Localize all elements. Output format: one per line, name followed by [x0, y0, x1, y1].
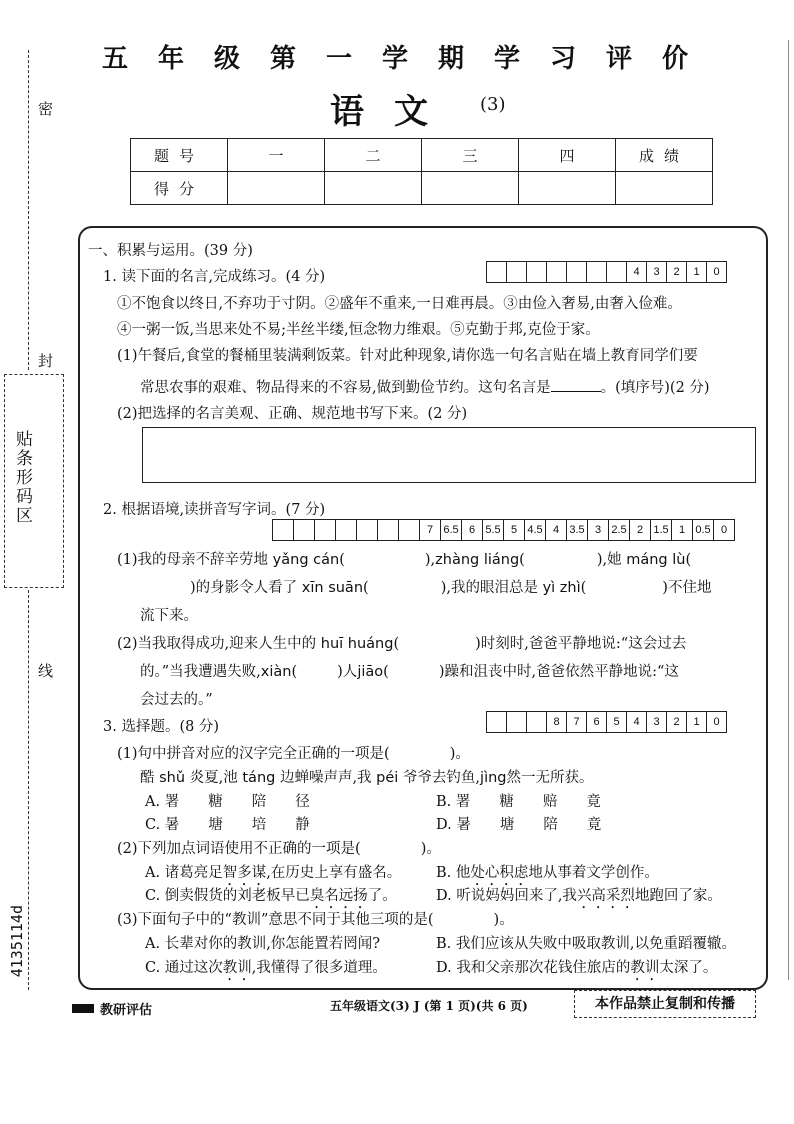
score-box[interactable]: 2 — [666, 712, 686, 732]
score-box[interactable]: 6 — [461, 520, 482, 540]
score-box[interactable]: 1 — [686, 262, 706, 282]
pinyin: shǔ — [159, 770, 186, 786]
pinyin: zhàng liáng — [435, 552, 520, 568]
q3-sub3 — [117, 908, 514, 929]
score-box[interactable]: 1.5 — [650, 520, 671, 540]
score-table-header: 成绩 — [616, 139, 713, 172]
q2-text: ( — [519, 552, 525, 568]
q2-text: ( — [393, 636, 400, 652]
score-box[interactable]: 6 — [586, 712, 606, 732]
q3-sentence — [140, 766, 594, 787]
q2-line1 — [117, 548, 691, 569]
score-box[interactable]: 1 — [671, 520, 692, 540]
q1-sub1-text: 常思农事的艰难、物品得来的不容易,做到勤俭节约。这句名言是 — [140, 380, 551, 396]
binding-line — [28, 50, 29, 370]
score-box[interactable]: 5 — [606, 712, 626, 732]
score-box[interactable]: 7 — [419, 520, 440, 540]
score-cell[interactable] — [228, 172, 325, 205]
dotted-word: 处心积虑 — [470, 865, 529, 881]
score-box[interactable]: 4 — [626, 712, 646, 732]
q1-sub1-line1: (1)午餐后,食堂的餐桶里装满剩饭菜。针对此种现象,请你选一句名言贴在墙上教育同学们要 — [117, 348, 698, 364]
dotted-word: 智多谋 — [222, 865, 267, 881]
doc-code: 4135114d — [8, 905, 26, 978]
q2-text: 的。”当我遭遇失败, — [140, 664, 261, 680]
question-3-score-bar[interactable] — [486, 711, 727, 733]
q2-text: )的身影令人看了 — [190, 580, 298, 596]
q1-answer-blank[interactable] — [551, 391, 601, 392]
question-2-score-bar[interactable] — [272, 519, 735, 541]
score-table-header: 四 — [519, 139, 616, 172]
option-text: D. 我和父亲那次花钱住旅店的 — [436, 960, 631, 976]
option-b[interactable]: B. 我们应该从失败中吸取教训,以免重蹈覆辙。 — [436, 936, 736, 952]
q1-sub1-end: 。(填序号)(2 分) — [600, 380, 710, 396]
option-text: D. 听说妈妈回来了,我 — [436, 888, 577, 904]
score-box[interactable] — [487, 262, 506, 282]
score-box[interactable]: 0.5 — [692, 520, 713, 540]
score-box[interactable] — [487, 712, 506, 732]
score-box[interactable]: 3 — [646, 712, 666, 732]
binding-mi: 密 — [38, 100, 54, 118]
q2-text: ( — [291, 664, 298, 680]
question-3-title: 3. 选择题。(8 分) — [103, 719, 220, 735]
score-table — [130, 138, 713, 205]
option-text: C. 倒卖假货的刘老板早已 — [145, 888, 310, 904]
pinyin: yǎng cán — [272, 552, 340, 568]
pinyin: yì zhì — [542, 580, 581, 596]
handwriting-box[interactable] — [142, 427, 756, 483]
q3-text: 爷爷去钓鱼, — [402, 770, 481, 786]
score-table-header: 三 — [422, 139, 519, 172]
score-box[interactable] — [566, 262, 586, 282]
pinyin: xiàn — [260, 664, 292, 680]
page-edge-line — [788, 40, 789, 980]
volume-number: (3) — [480, 94, 506, 115]
q2-text: ( — [339, 552, 345, 568]
score-table-header: 题号 — [131, 139, 228, 172]
question-1-score-bar[interactable] — [486, 261, 727, 283]
score-box[interactable] — [356, 520, 377, 540]
q2-text: ),我的眼泪总是 — [440, 580, 538, 596]
option-text: ,在历史上享有盛名。 — [266, 865, 402, 881]
footer-publisher: 教研评估 — [100, 1003, 153, 1018]
pinyin: táng — [242, 770, 276, 786]
q3-text: 边蝉噪声声,我 — [279, 770, 372, 786]
option-text: A. 诸葛亮足 — [145, 865, 223, 881]
option-c[interactable]: C. 暑 塘 培 静 — [145, 817, 310, 833]
option-text: C. 通过这次 — [145, 960, 223, 976]
score-box[interactable] — [606, 262, 626, 282]
q3-text: )。 — [449, 746, 470, 762]
score-box[interactable] — [335, 520, 356, 540]
binding-feng: 封 — [38, 352, 54, 370]
q2-text: ( — [580, 580, 587, 596]
q3-text: (2)下列加点词语使用不正确的一项是( — [117, 841, 361, 857]
score-box[interactable] — [398, 520, 419, 540]
option-d[interactable] — [436, 956, 717, 984]
q3-text: 炎夏,池 — [189, 770, 238, 786]
q2-line3: 流下来。 — [140, 608, 198, 624]
option-b[interactable]: B. 署 糖 赔 竟 — [436, 794, 601, 810]
score-cell[interactable] — [616, 172, 713, 205]
pinyin: huī huáng — [320, 636, 394, 652]
footer-page-info: 五年级语文(3) J (第 1 页)(共 6 页) — [330, 999, 528, 1013]
score-table-header: 一 — [228, 139, 325, 172]
score-table-header: 二 — [325, 139, 422, 172]
footer-logo-bar — [72, 1004, 94, 1013]
q2-text: (1)我的母亲不辞辛劳地 — [117, 552, 269, 568]
option-c[interactable] — [145, 956, 387, 984]
option-a[interactable]: A. 署 糖 陪 径 — [145, 794, 310, 810]
q2-line6: 会过去的。” — [140, 692, 213, 708]
q3-text: )。 — [420, 841, 441, 857]
score-box[interactable] — [526, 712, 546, 732]
score-box[interactable]: 2.5 — [608, 520, 629, 540]
score-box[interactable]: 0 — [713, 520, 734, 540]
barcode-label: 贴条形码区 — [12, 430, 32, 525]
option-text: 地从事着文学创作。 — [528, 865, 659, 881]
q2-text: ),她 — [596, 552, 622, 568]
score-box[interactable]: 7 — [566, 712, 586, 732]
q2-line2 — [190, 576, 711, 597]
q3-text: 然一无所获。 — [506, 770, 594, 786]
q2-text: )不住地 — [662, 580, 712, 596]
score-box[interactable]: 5.5 — [482, 520, 503, 540]
score-box[interactable]: 6.5 — [440, 520, 461, 540]
dotted-word: 臭名远扬 — [309, 888, 368, 904]
score-row-label: 得分 — [131, 172, 228, 205]
binding-line — [28, 590, 29, 990]
quote-line-2: ④一粥一饭,当思来处不易;半丝半缕,恒念物力维艰。⑤克勤于邦,克俭于家。 — [117, 322, 600, 338]
q3-text: 酷 — [140, 770, 155, 786]
score-cell[interactable] — [519, 172, 616, 205]
score-box[interactable]: 5 — [503, 520, 524, 540]
q2-text: ), — [424, 552, 436, 568]
option-a[interactable]: A. 长辈对你的教训,你怎能置若罔闻? — [145, 936, 381, 952]
score-box[interactable]: 2 — [666, 262, 686, 282]
q3-sub2 — [117, 837, 441, 858]
score-box[interactable]: 0 — [706, 712, 726, 732]
q1-sub2: (2)把选择的名言美观、正确、规范地书写下来。(2 分) — [117, 406, 468, 422]
question-1-title: 1. 读下面的名言,完成练习。(4 分) — [103, 269, 326, 285]
q3-text: )。 — [493, 912, 514, 928]
score-box[interactable] — [586, 262, 606, 282]
score-box[interactable] — [506, 712, 526, 732]
score-box[interactable] — [526, 262, 546, 282]
q2-text: ( — [685, 552, 692, 568]
q3-text: (1)句中拼音对应的汉字完全正确的一项是( — [117, 746, 390, 762]
score-box[interactable]: 4 — [545, 520, 566, 540]
score-cell[interactable] — [325, 172, 422, 205]
q2-text: )躁和沮丧中时,爸爸依然平静地说:“这 — [438, 664, 679, 680]
score-box[interactable]: 4.5 — [524, 520, 545, 540]
dotted-word: 兴高采烈 — [576, 888, 635, 904]
dotted-word: 教训 — [630, 960, 660, 976]
score-box[interactable] — [377, 520, 398, 540]
score-box[interactable]: 3 — [587, 520, 608, 540]
option-text: 太深了。 — [659, 960, 718, 976]
score-box[interactable]: 0 — [706, 262, 726, 282]
score-box[interactable]: 3.5 — [566, 520, 587, 540]
q2-text: )时刻时,爸爸平静地说:“这会过去 — [475, 636, 687, 652]
score-box[interactable] — [293, 520, 314, 540]
score-cell[interactable] — [422, 172, 519, 205]
q2-text: (2)当我取得成功,迎来人生中的 — [117, 636, 317, 652]
subject-title: 语文 — [330, 92, 458, 132]
section-heading: 一、积累与运用。(39 分) — [88, 243, 253, 259]
option-d[interactable]: D. 暑 塘 陪 竟 — [436, 817, 602, 833]
q2-text: ( — [363, 580, 369, 596]
score-box[interactable] — [314, 520, 335, 540]
question-2-title: 2. 根据语境,读拼音写字词。(7 分) — [103, 502, 326, 518]
quote-line-1: ①不饱食以终日,不弃功于寸阴。②盛年不重来,一日难再晨。③由俭入奢易,由奢入俭难。 — [117, 296, 682, 312]
q3-text: (3)下面句子中的“教训”意思不同于其他三项的是( — [117, 912, 434, 928]
pinyin: xīn suān — [301, 580, 364, 596]
option-text: 了。 — [367, 888, 397, 904]
pinyin: jìng — [480, 770, 507, 786]
copyright-stamp: 本作品禁止复制和传播 — [574, 990, 756, 1018]
q1-sub1-line2 — [140, 376, 710, 397]
dotted-word: 教训 — [222, 960, 252, 976]
option-text: B. 他 — [436, 865, 471, 881]
exam-title: 五年级第一学期学习评价 — [101, 44, 718, 74]
binding-xian: 线 — [38, 662, 54, 680]
pinyin: jiāo — [357, 664, 384, 680]
option-text: ,我懂得了很多道理。 — [251, 960, 387, 976]
score-box[interactable]: 2 — [629, 520, 650, 540]
score-box[interactable]: 3 — [646, 262, 666, 282]
option-text: 地跑回了家。 — [634, 888, 722, 904]
pinyin: péi — [376, 770, 399, 786]
q2-text: ( — [383, 664, 389, 680]
q2-line4 — [117, 632, 686, 653]
score-box[interactable] — [506, 262, 526, 282]
score-box[interactable]: 8 — [546, 712, 566, 732]
q2-line5 — [140, 660, 679, 681]
score-box[interactable] — [546, 262, 566, 282]
pinyin: máng lù — [626, 552, 686, 568]
score-box[interactable]: 4 — [626, 262, 646, 282]
q3-sub1 — [117, 742, 470, 763]
score-box[interactable]: 1 — [686, 712, 706, 732]
score-box[interactable] — [273, 520, 293, 540]
q2-text: )人 — [337, 664, 358, 680]
